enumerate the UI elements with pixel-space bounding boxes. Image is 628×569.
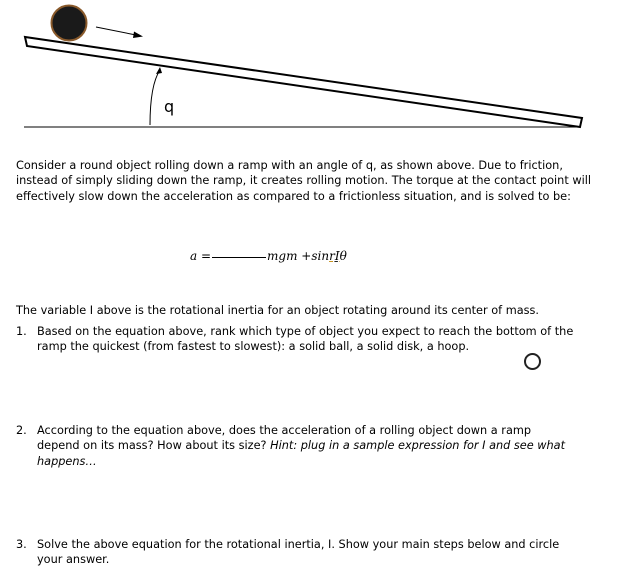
- question-2-hint: Hint: plug in a sample expression for I and see what happens…: [37, 439, 566, 468]
- question-3-number: 3.: [16, 538, 27, 551]
- equation-lhs: a =: [190, 249, 212, 263]
- question-2-number: 2.: [16, 424, 27, 437]
- equation-rhs-start: mgm +sin: [267, 249, 330, 263]
- rotational-inertia-note: The variable I above is the rotational inertia for an object rotating around its center of mass.: [16, 304, 540, 317]
- answer-circle-icon: [524, 353, 541, 370]
- equation-rhs-end: ̱θ: [339, 249, 347, 263]
- question-3: [16, 537, 576, 568]
- question-2-text: According to the equation above, does the acceleration of a rolling object down a ramp depend on its mass? How about its size?: [37, 424, 532, 453]
- question-2: [16, 423, 576, 469]
- intro-paragraph: Consider a round object rolling down a ramp with an angle of q, as shown above. Due to friction, instead of simply sliding down the ramp, it creates rolling motion. The torque at the contact point will effectively slow down the acceleration as compared to a frictionless situation, and is solved to be:: [16, 159, 591, 203]
- question-3-text: Solve the above equation for the rotational inertia, I. Show your main steps below and circle your answer.: [37, 538, 560, 567]
- question-1-text: Based on the equation above, rank which type of object you expect to reach the bottom of the ramp the quickest (from fastest to slowest): a solid ball, a solid disk, a hoop.: [37, 325, 574, 354]
- question-1: [16, 324, 576, 355]
- ramp: [25, 37, 582, 127]
- ramp-diagram: [0, 0, 628, 140]
- angle-label: q: [164, 97, 175, 116]
- equation-blank: [212, 257, 266, 258]
- motion-arrow: [96, 27, 143, 38]
- acceleration-equation: [190, 249, 347, 263]
- question-1-number: 1.: [16, 325, 27, 338]
- angle-arc: [150, 67, 162, 125]
- equation-rhs-fraction: rI: [329, 249, 340, 263]
- rolling-ball: [52, 6, 87, 41]
- question-2-body: [37, 423, 576, 469]
